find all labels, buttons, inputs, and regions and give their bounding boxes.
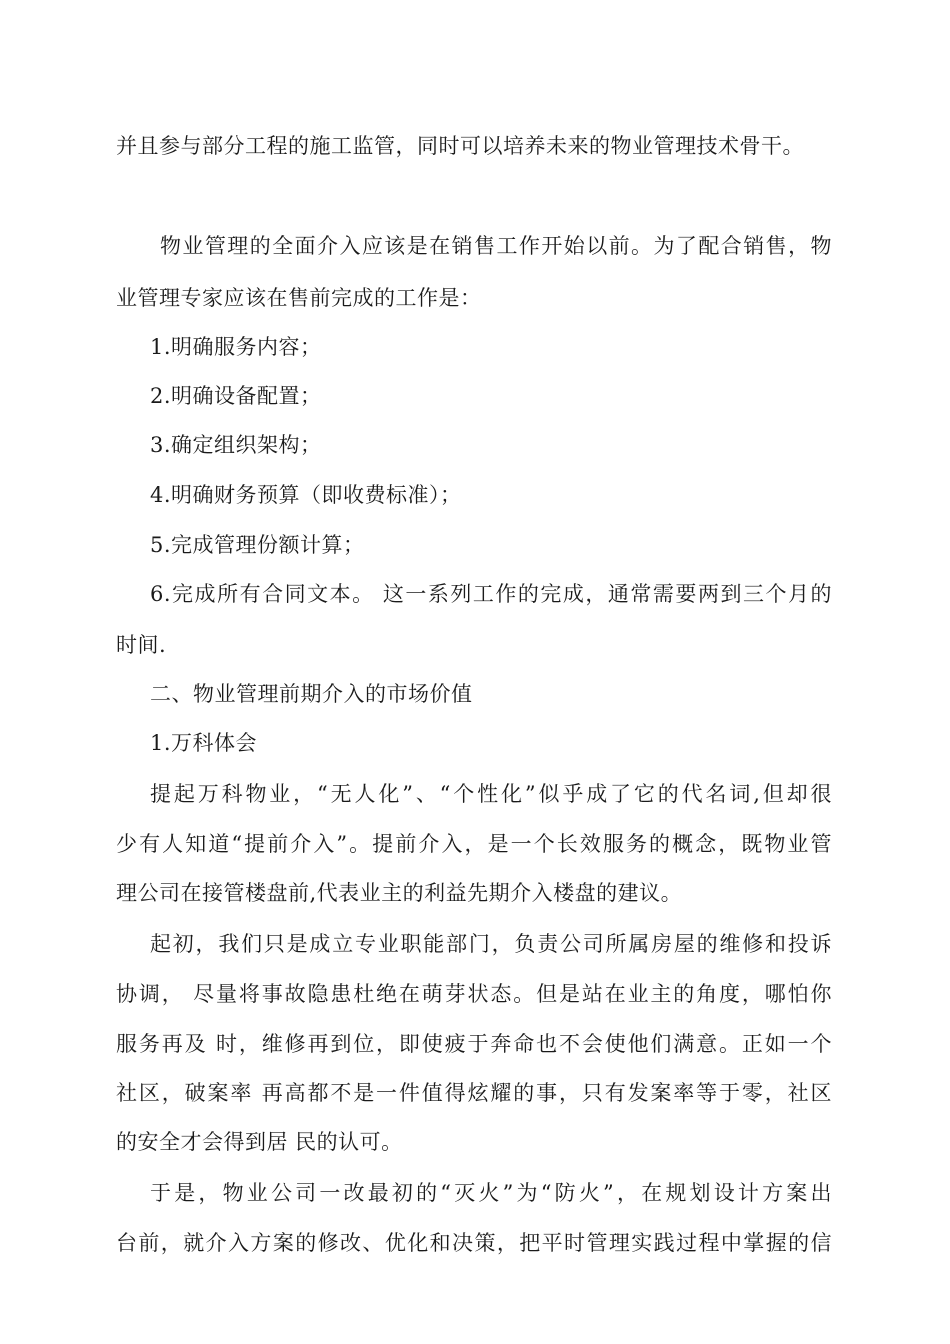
- list-item: 2.明确设备配置；: [150, 384, 322, 408]
- section-heading: 二、物业管理前期介入的市场价值: [150, 682, 473, 706]
- paragraph-line: 少有人知道“提前介入”。提前介入，是一个长效服务的概念，既物业管: [116, 832, 832, 856]
- paragraph-line: 提起万科物业，“无人化”、“个性化”似乎成了它的代名词,但却很: [150, 782, 832, 806]
- paragraph-line: 台前，就介入方案的修改、优化和决策，把平时管理实践过程中掌握的信: [116, 1231, 832, 1255]
- paragraph-line: 协调， 尽量将事故隐患杜绝在萌芽状态。但是站在业主的角度，哪怕你: [116, 982, 832, 1006]
- paragraph-line: 于是，物业公司一改最初的“灭火”为“防火”，在规划设计方案出: [150, 1181, 832, 1205]
- list-item: 5.完成管理份额计算；: [150, 533, 365, 557]
- paragraph-line: 业管理专家应该在售前完成的工作是：: [116, 286, 482, 310]
- list-item: 4.明确财务预算（即收费标准）；: [150, 483, 462, 507]
- paragraph-line: 起初，我们只是成立专业职能部门，负责公司所属房屋的维修和投诉: [150, 932, 832, 956]
- paragraph-line: 的安全才会得到居 民的认可。: [116, 1130, 403, 1154]
- paragraph-line: 并且参与部分工程的施工监管，同时可以培养未来的物业管理技术骨干。: [116, 134, 804, 158]
- list-item: 6.完成所有合同文本。 这一系列工作的完成，通常需要两到三个月的: [150, 582, 832, 606]
- paragraph-line: 理公司在接管楼盘前,代表业主的利益先期介入楼盘的建议。: [116, 881, 683, 905]
- paragraph-line: 社区，破案率 再高都不是一件值得炫耀的事，只有发案率等于零，社区: [116, 1081, 832, 1105]
- list-item: 1.明确服务内容；: [150, 335, 322, 359]
- paragraph-line: 服务再及 时，维修再到位，即使疲于奔命也不会使他们满意。正如一个: [116, 1032, 832, 1056]
- subsection-heading: 1.万科体会: [150, 731, 258, 755]
- list-item: 3.确定组织架构；: [150, 433, 322, 457]
- paragraph-line: 时间.: [116, 633, 167, 657]
- paragraph-line: 物业管理的全面介入应该是在销售工作开始以前。为了配合销售，物: [160, 234, 832, 258]
